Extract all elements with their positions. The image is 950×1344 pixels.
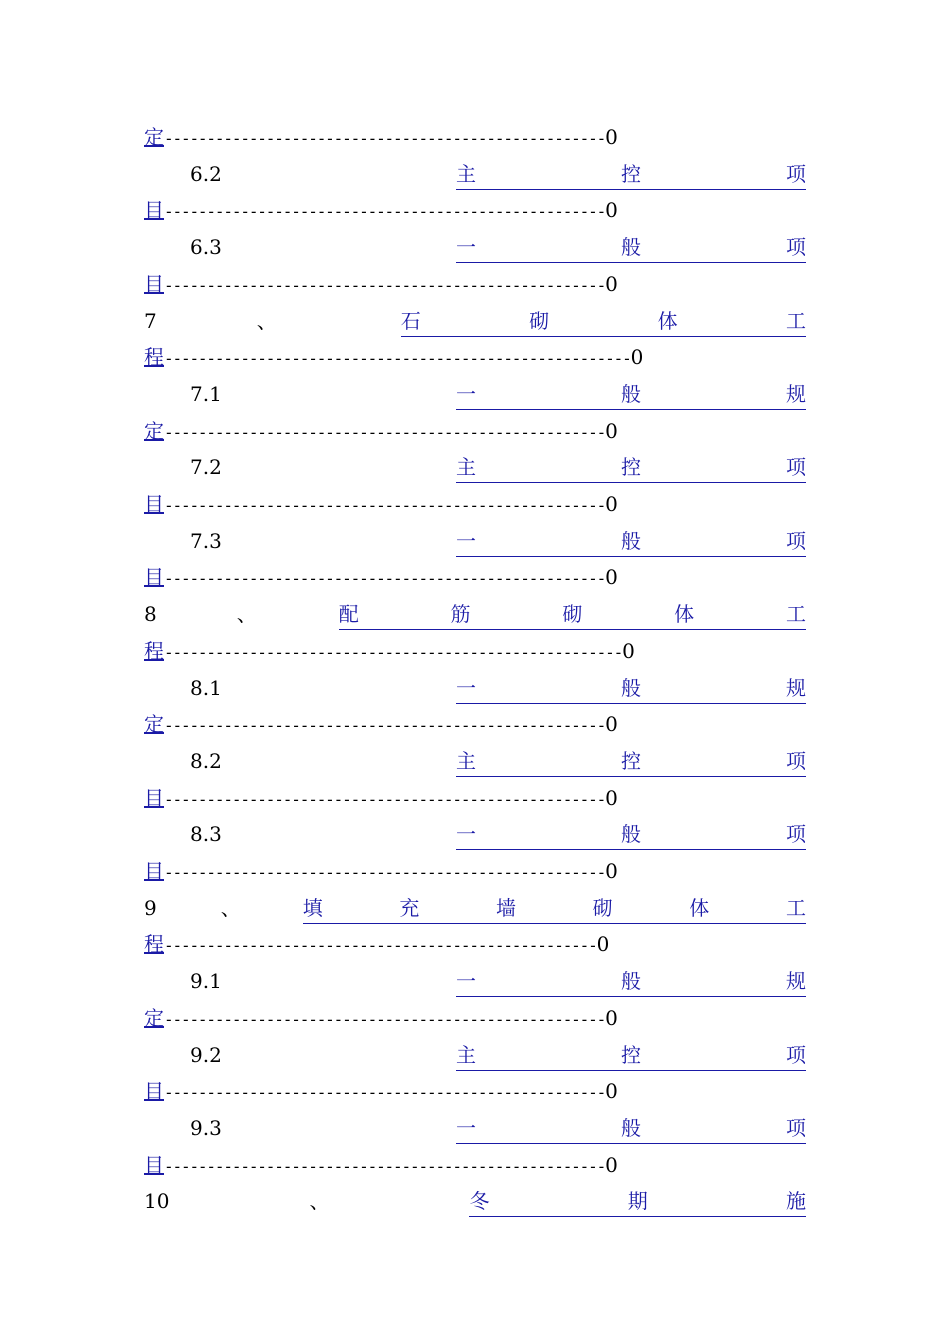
toc-line bbox=[144, 122, 806, 152]
leader-dashes: ---------------------------------------------------- bbox=[164, 129, 606, 148]
chapter-number: 7 bbox=[144, 308, 157, 333]
section-number: 9.1 bbox=[190, 969, 222, 994]
toc-line bbox=[144, 562, 806, 592]
page-number: 0 bbox=[605, 859, 618, 883]
toc-entry-char[interactable]: 般 bbox=[621, 528, 641, 553]
toc-line bbox=[144, 856, 806, 886]
toc-entry-link[interactable] bbox=[401, 306, 806, 337]
toc-entry-char[interactable]: 般 bbox=[621, 969, 641, 994]
page-number: 0 bbox=[622, 638, 635, 663]
toc-entry-char[interactable]: 体 bbox=[657, 308, 678, 333]
toc-entry-link[interactable]: 目 bbox=[144, 785, 164, 810]
toc-entry-link[interactable]: 目 bbox=[144, 271, 164, 296]
toc-entry-char[interactable]: 冬 bbox=[469, 1189, 490, 1214]
toc-line bbox=[144, 232, 806, 262]
toc-entry-char[interactable]: 一 bbox=[456, 381, 476, 406]
toc-entry-char[interactable]: 项 bbox=[786, 235, 806, 260]
toc-entry-char[interactable]: 般 bbox=[621, 235, 641, 260]
toc-entry-link[interactable]: 目 bbox=[144, 1079, 164, 1104]
section-number: 8.1 bbox=[190, 675, 222, 700]
leader-dashes: ------------------------------------------------------- bbox=[164, 349, 631, 369]
toc-entry-char[interactable]: 项 bbox=[786, 748, 806, 773]
toc-line bbox=[144, 452, 806, 482]
toc-entry-link[interactable] bbox=[456, 1040, 806, 1071]
toc-entry-char[interactable]: 项 bbox=[786, 1115, 806, 1140]
toc-entry-link[interactable]: 定 bbox=[144, 1005, 164, 1030]
page-number: 0 bbox=[605, 198, 618, 223]
section-number: 7.3 bbox=[190, 528, 222, 553]
section-number: 8.2 bbox=[190, 748, 222, 773]
toc-line bbox=[144, 636, 806, 666]
toc-entry-link[interactable]: 目 bbox=[144, 859, 164, 883]
chapter-number: 9 bbox=[144, 895, 157, 920]
toc-entry-char[interactable]: 般 bbox=[621, 675, 641, 700]
toc-entry-link[interactable] bbox=[456, 526, 806, 557]
toc-line bbox=[144, 599, 806, 629]
leader-dashes: ---------------------------------------------------- bbox=[164, 422, 606, 442]
toc-entry-char[interactable]: 砌 bbox=[562, 602, 583, 627]
separator: 、 bbox=[220, 895, 241, 920]
toc-line bbox=[144, 526, 806, 556]
toc-entry-link[interactable] bbox=[456, 379, 806, 410]
separator: 、 bbox=[309, 1189, 330, 1214]
leader-dashes: ---------------------------------------------------- bbox=[164, 1156, 606, 1176]
toc-line bbox=[144, 893, 806, 923]
toc-entry-link[interactable]: 目 bbox=[144, 492, 164, 516]
toc-entry-char[interactable]: 一 bbox=[456, 528, 476, 553]
toc-entry-char[interactable]: 一 bbox=[456, 1115, 476, 1140]
section-number: 7.2 bbox=[190, 455, 222, 480]
leader-dashes: ---------------------------------------------------- bbox=[164, 275, 606, 295]
toc-entry-char[interactable]: 规 bbox=[786, 381, 806, 406]
page-number: 0 bbox=[605, 1079, 618, 1104]
toc-entry-link[interactable]: 定 bbox=[144, 125, 164, 149]
toc-entry-link[interactable]: 目 bbox=[144, 565, 164, 590]
toc-entry-link[interactable]: 程 bbox=[144, 638, 164, 663]
toc-entry-link[interactable] bbox=[456, 673, 806, 704]
toc-entry-char[interactable]: 工 bbox=[785, 602, 806, 627]
leader-dashes: ------------------------------------------------------ bbox=[164, 642, 623, 662]
toc-entry-link[interactable]: 定 bbox=[144, 418, 164, 443]
toc-entry-link[interactable] bbox=[456, 966, 806, 997]
page-number: 0 bbox=[596, 932, 610, 957]
toc-line bbox=[144, 1003, 806, 1033]
toc-line bbox=[144, 783, 806, 813]
toc-entry-link[interactable]: 目 bbox=[144, 198, 164, 223]
toc-entry-link[interactable]: 目 bbox=[144, 1152, 164, 1177]
toc-line bbox=[144, 929, 806, 959]
page-number: 0 bbox=[605, 418, 618, 443]
chapter-number: 8 bbox=[144, 602, 157, 627]
toc-entry-char[interactable]: 一 bbox=[456, 969, 476, 994]
section-number: 8.3 bbox=[190, 822, 222, 847]
toc-entry-link[interactable]: 定 bbox=[144, 712, 164, 737]
section-number: 6.3 bbox=[190, 235, 222, 260]
toc-entry-char[interactable]: 控 bbox=[621, 455, 641, 480]
toc-line bbox=[144, 1186, 806, 1216]
section-number: 7.1 bbox=[190, 381, 222, 406]
page-number: 0 bbox=[605, 271, 618, 296]
leader-dashes: ---------------------------------------------------- bbox=[164, 569, 606, 589]
page-number: 0 bbox=[605, 492, 618, 516]
leader-dashes: ---------------------------------------------------- bbox=[164, 496, 606, 515]
toc-entry-char[interactable]: 体 bbox=[689, 895, 710, 920]
toc-entry-char[interactable]: 砌 bbox=[592, 895, 613, 920]
page-number: 0 bbox=[605, 125, 618, 149]
toc-entry-char[interactable]: 项 bbox=[786, 822, 806, 847]
leader-dashes: ---------------------------------------------------- bbox=[164, 1083, 606, 1103]
toc-entry-char[interactable]: 石 bbox=[400, 308, 421, 333]
page-number: 0 bbox=[605, 785, 618, 810]
toc-entry-link[interactable] bbox=[303, 893, 806, 924]
toc-entry-link[interactable] bbox=[469, 1186, 806, 1217]
leader-dashes: ---------------------------------------------------- bbox=[164, 1009, 606, 1029]
toc-entry-char[interactable]: 一 bbox=[456, 675, 476, 700]
toc-entry-char[interactable]: 规 bbox=[786, 675, 806, 700]
toc-entry-char[interactable]: 工 bbox=[785, 895, 806, 920]
toc-line bbox=[144, 1150, 806, 1180]
toc-entry-char[interactable]: 项 bbox=[786, 161, 806, 186]
toc-entry-link[interactable] bbox=[456, 452, 806, 483]
toc-entry-link[interactable]: 程 bbox=[144, 345, 164, 370]
toc-entry-char[interactable]: 砌 bbox=[529, 308, 550, 333]
toc-line bbox=[144, 1040, 806, 1070]
leader-dashes: ---------------------------------------------------- bbox=[164, 716, 606, 736]
toc-line bbox=[144, 673, 806, 703]
toc-entry-char[interactable]: 般 bbox=[621, 1115, 641, 1140]
toc-entry-char[interactable]: 主 bbox=[456, 1042, 476, 1067]
toc-entry-char[interactable]: 填 bbox=[302, 895, 323, 920]
chapter-number: 10 bbox=[144, 1189, 170, 1214]
toc-entry-link[interactable] bbox=[456, 746, 806, 777]
leader-dashes: ---------------------------------------------------- bbox=[164, 863, 606, 882]
toc-entry-char[interactable]: 施 bbox=[785, 1189, 806, 1214]
toc-entry-char[interactable]: 期 bbox=[627, 1189, 648, 1214]
toc-entry-char[interactable]: 一 bbox=[456, 822, 476, 847]
toc-line bbox=[144, 159, 806, 189]
toc-entry-char[interactable]: 一 bbox=[456, 235, 476, 260]
page-number: 0 bbox=[605, 565, 618, 590]
toc-entry-char[interactable]: 主 bbox=[456, 748, 476, 773]
toc-entry-char[interactable]: 工 bbox=[786, 308, 806, 333]
toc-entry-char[interactable]: 墙 bbox=[496, 895, 517, 920]
toc-entry-char[interactable]: 主 bbox=[456, 455, 476, 480]
toc-entry-char[interactable]: 规 bbox=[786, 969, 806, 994]
section-number: 9.3 bbox=[190, 1115, 222, 1140]
toc-entry-link[interactable] bbox=[456, 232, 806, 263]
toc-entry-char[interactable]: 主 bbox=[456, 161, 476, 186]
toc-entry-char[interactable]: 配 bbox=[338, 602, 359, 627]
toc-line bbox=[144, 489, 806, 519]
toc-entry-char[interactable]: 项 bbox=[786, 455, 806, 480]
toc-entry-link[interactable] bbox=[456, 819, 806, 850]
section-number: 6.2 bbox=[190, 161, 222, 186]
separator: 、 bbox=[236, 602, 257, 627]
toc-entry-char[interactable]: 体 bbox=[674, 602, 695, 627]
page-number: 0 bbox=[605, 1005, 618, 1030]
section-number: 9.2 bbox=[190, 1042, 222, 1067]
toc-entry-char[interactable]: 项 bbox=[786, 528, 806, 553]
toc-line bbox=[144, 1076, 806, 1106]
toc-entry-link[interactable] bbox=[456, 159, 806, 190]
toc-entry-link[interactable] bbox=[339, 599, 806, 630]
toc-entry-link[interactable]: 程 bbox=[144, 932, 164, 957]
toc-entry-char[interactable]: 充 bbox=[399, 895, 420, 920]
toc-line bbox=[144, 306, 806, 336]
toc-entry-char[interactable]: 筋 bbox=[450, 602, 471, 627]
toc-entry-char[interactable]: 控 bbox=[621, 1042, 641, 1067]
toc-line bbox=[144, 416, 806, 446]
toc-entry-char[interactable]: 控 bbox=[621, 748, 641, 773]
toc-line bbox=[144, 966, 806, 996]
toc-line bbox=[144, 746, 806, 776]
toc-entry-char[interactable]: 控 bbox=[621, 161, 641, 186]
leader-dashes: ---------------------------------------------------- bbox=[164, 789, 606, 809]
toc-line bbox=[144, 269, 806, 299]
toc-entry-char[interactable]: 项 bbox=[786, 1042, 806, 1067]
toc-line bbox=[144, 1113, 806, 1143]
toc-line bbox=[144, 195, 806, 225]
toc-line bbox=[144, 709, 806, 739]
leader-dashes: ---------------------------------------------------- bbox=[164, 202, 606, 222]
leader-dashes: --------------------------------------------------- bbox=[164, 936, 597, 956]
toc-line bbox=[144, 342, 806, 372]
toc-entry-char[interactable]: 般 bbox=[621, 822, 641, 847]
toc-entry-char[interactable]: 般 bbox=[621, 381, 641, 406]
toc-line bbox=[144, 379, 806, 409]
page-number: 0 bbox=[605, 1152, 618, 1177]
page-number: 0 bbox=[605, 712, 618, 737]
toc-line bbox=[144, 819, 806, 849]
page-number: 0 bbox=[630, 345, 644, 370]
separator: 、 bbox=[256, 308, 277, 333]
toc-entry-link[interactable] bbox=[456, 1113, 806, 1144]
